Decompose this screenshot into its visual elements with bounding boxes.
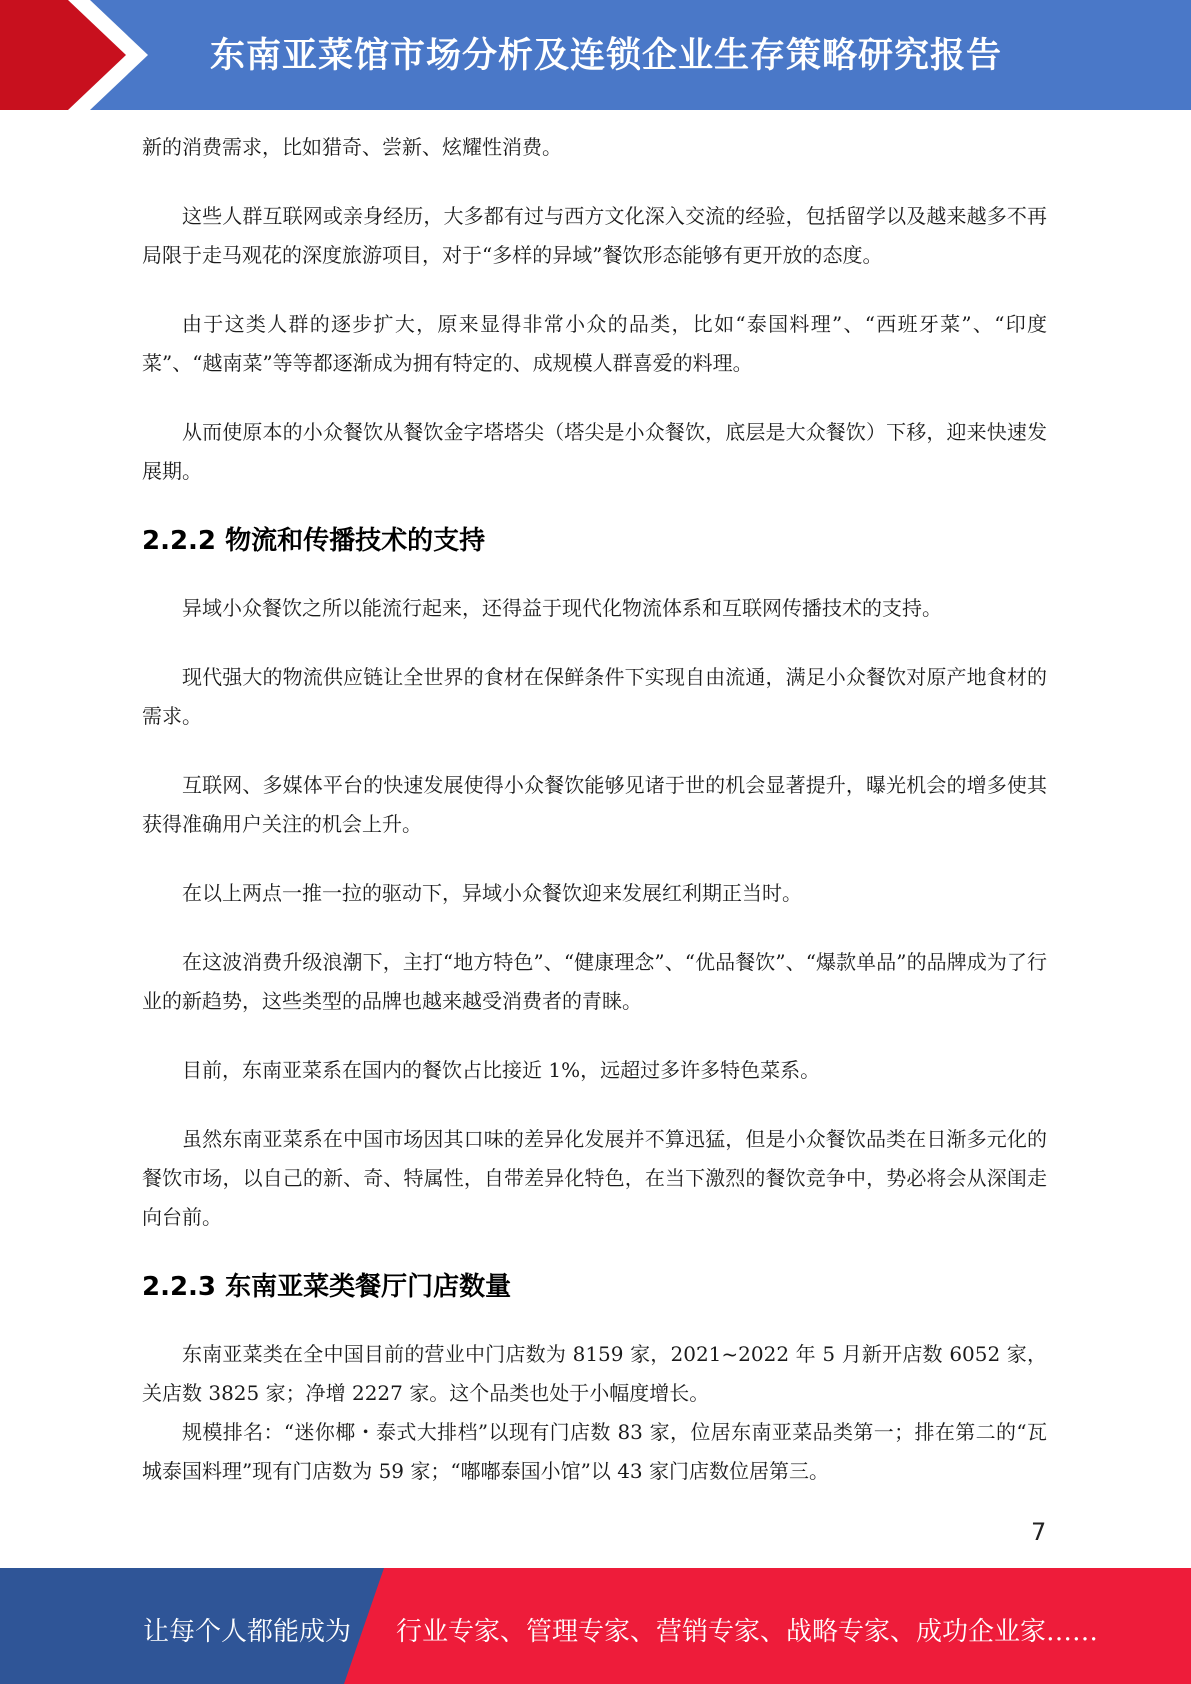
paragraph: 从而使原本的小众餐饮从餐饮金字塔塔尖（塔尖是小众餐饮，底层是大众餐饮）下移，迎来快速发展期。 <box>142 420 1047 483</box>
paragraph: 虽然东南亚菜系在中国市场因其口味的差异化发展并不算迅猛，但是小众餐饮品类在日渐多元化的餐饮市场，以自己的新、奇、特属性，自带差异化特色，在当下激烈的餐饮竞争中，势必将会从深闺走向台前。 <box>142 1127 1047 1229</box>
paragraph: 东南亚菜类在全中国目前的营业中门店数为 8159 家，2021~2022 年 5 月新开店数 6052 家，关店数 3825 家；净增 2227 家。这个品类也处于小幅度增长。 <box>142 1342 1047 1405</box>
document-body <box>142 128 1047 1491</box>
paragraph: 目前，东南亚菜系在国内的餐饮占比接近 1%，远超过多许多特色菜系。 <box>182 1058 821 1082</box>
page-header <box>0 0 1191 110</box>
section-heading-2-2-2: 2.2.2 物流和传播技术的支持 <box>142 526 486 556</box>
paragraph: 互联网、多媒体平台的快速发展使得小众餐饮能够见诸于世的机会显著提升，曝光机会的增多使其获得准确用户关注的机会上升。 <box>142 773 1047 836</box>
paragraph: 由于这类人群的逐步扩大，原来显得非常小众的品类，比如“泰国料理”、“西班牙菜”、“印度菜”、“越南菜”等等都逐渐成为拥有特定的、成规模人群喜爱的料理。 <box>142 312 1047 375</box>
paragraph: 规模排名：“迷你椰・泰式大排档”以现有门店数 83 家，位居东南亚菜品类第一；排在第二的“瓦城泰国料理”现有门店数为 59 家；“嘟嘟泰国小馆”以 43 家门店数位居第三。 <box>142 1420 1047 1483</box>
paragraph: 在这波消费升级浪潮下，主打“地方特色”、“健康理念”、“优品餐饮”、“爆款单品”的品牌成为了行业的新趋势，这些类型的品牌也越来越受消费者的青睐。 <box>142 950 1047 1013</box>
paragraph: 这些人群互联网或亲身经历，大多都有过与西方文化深入交流的经验，包括留学以及越来越多不再局限于走马观花的深度旅游项目，对于“多样的异域”餐饮形态能够有更开放的态度。 <box>142 204 1047 267</box>
footer-slogan-left: 让每个人都能成为 <box>143 1617 352 1647</box>
paragraph: 异域小众餐饮之所以能流行起来，还得益于现代化物流体系和互联网传播技术的支持。 <box>182 596 942 620</box>
page-number: 7 <box>1031 1518 1047 1546</box>
paragraph: 新的消费需求，比如猎奇、尝新、炫耀性消费。 <box>142 135 562 159</box>
header-arrow-decoration <box>0 0 160 110</box>
report-title: 东南亚菜馆市场分析及连锁企业生存策略研究报告 <box>210 36 1003 76</box>
footer-slogan-right: 行业专家、管理专家、营销专家、战略专家、成功企业家…… <box>396 1617 1099 1647</box>
paragraph: 现代强大的物流供应链让全世界的食材在保鲜条件下实现自由流通，满足小众餐饮对原产地食材的需求。 <box>142 665 1047 728</box>
page-footer <box>0 1568 1191 1684</box>
paragraph: 在以上两点一推一拉的驱动下，异域小众餐饮迎来发展红利期正当时。 <box>182 881 802 905</box>
section-heading-2-2-3: 2.2.3 东南亚菜类餐厅门店数量 <box>142 1272 512 1302</box>
